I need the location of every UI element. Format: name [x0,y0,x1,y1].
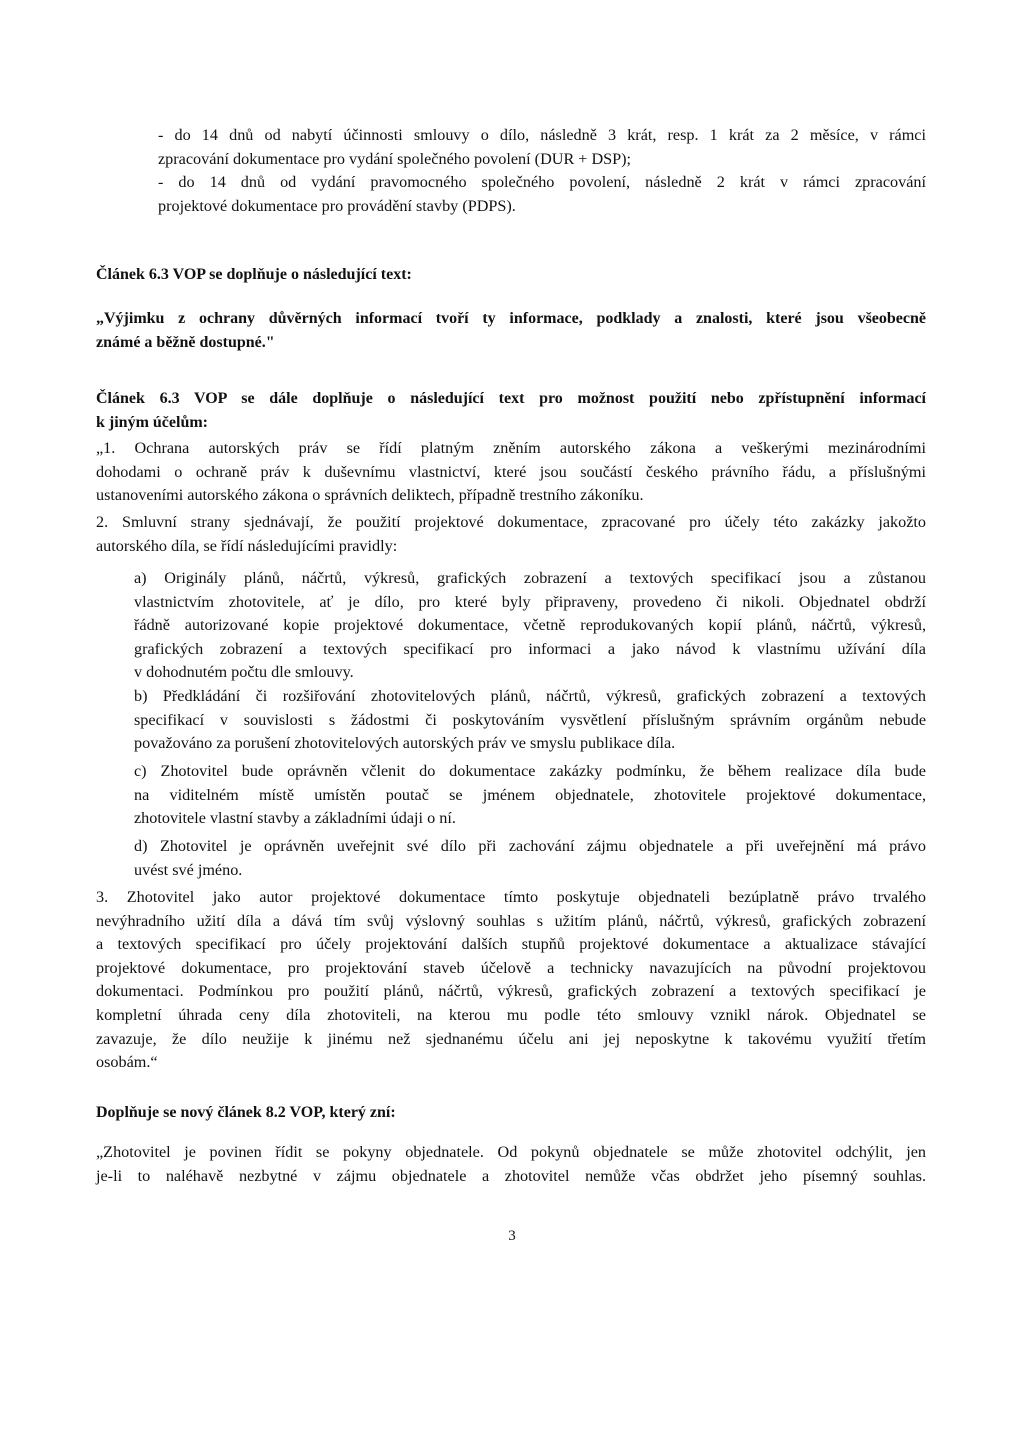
paragraph-2 [96,511,926,558]
item-d-line-1: d) Zhotovitel je oprávněn uveřejnit své dílo při zachování zájmu objednatele a při uveřejnění má právo [134,837,926,855]
section1-quote-line-1: „Výjimku z ochrany důvěrných informací tvoří ty informace, podklady a znalosti, které jsou všeobecně [96,310,926,327]
item-c-line-3: zhotovitele vlastní stavby a základními údaji o ní. [134,809,456,828]
section1-heading: Článek 6.3 VOP se doplňuje o následující text: [96,266,412,283]
section3-line-2: je-li to naléhavě nezbytné v zájmu objednatele a zhotovitel nemůže včas obdržet jeho písemný souhlas. [96,1166,926,1185]
item-d-line-2: uvést své jméno. [134,860,243,879]
item-a-line-1: a) Originály plánů, náčrtů, výkresů, grafických zobrazení a textových specifikací jsou a zůstanou [134,569,926,587]
intro-block [158,124,926,218]
paragraph-1 [96,437,926,508]
intro-line-2: zpracování dokumentace pro vydání společného povolení (DUR + DSP); [158,149,632,168]
section3-text [96,1141,926,1188]
item-a-line-4: grafických zobrazení a textových specifikací pro informaci a jako návod k vlastnímu užívání díla [134,639,926,658]
intro-line-3: - do 14 dnů od vydání pravomocného společného povolení, následně 2 krát v rámci zpracování [158,173,926,192]
paragraph-3-line-3: a textových specifikací pro účely projektování dalších stupňů projektové dokumentace a aktualizace stávající [96,935,926,954]
page-number: 3 [508,1228,516,1244]
paragraph-3-line-2: nevýhradního užití díla a dává tím svůj výslovný souhlas s užitím plánů, náčrtů, výkresů, grafických zobrazení [96,911,926,930]
section1-quote-line-2: známé a běžně dostupné." [96,333,275,351]
paragraph-1-line-2: dohodami o ochraně práv k duševnímu vlastnictví, které jsou součástí českého právního řádu, a příslušnými [96,462,926,481]
item-b-line-2: specifikací v souvislosti s žádostmi či poskytováním vysvětlení příslušným správním orgánům nebude [134,710,926,729]
section2-heading [96,387,926,434]
item-c-line-2: na viditelném místě umístěn poutač se jménem objednatele, zhotovitele projektové dokumentace, [134,785,926,804]
item-a-line-3: řádně autorizované kopie projektové dokumentace, včetně reprodukovaných kopií plánů, náčrtů, výkresů, [134,616,926,635]
paragraph-2-line-2: autorského díla, se řídí následujícími pravidly: [96,536,398,555]
paragraph-3-line-7: zavazuje, že dílo neužije k jinému než sjednanému účelu ani jej neposkytne k takovému využití třetím [96,1029,926,1048]
paragraph-3 [96,886,926,1075]
paragraph-3-line-5: dokumentaci. Podmínkou pro použití plánů, náčrtů, výkresů, grafických zobrazení a textových specifikací je [96,982,926,1001]
item-d [134,835,926,882]
item-c-line-1: c) Zhotovitel bude oprávněn včlenit do dokumentace zakázky podmínku, že během realizace díla bude [134,762,926,780]
item-b-line-3: považováno za porušení zhotovitelových autorských práv ve smyslu publikace díla. [134,734,676,753]
section3-heading: Doplňuje se nový článek 8.2 VOP, který zní: [96,1104,396,1121]
section2-heading-line-1: Článek 6.3 VOP se dále doplňuje o následující text pro možnost použití nebo zpřístupnění informací [96,390,926,407]
paragraph-1-line-3: ustanoveními autorského zákona o správních deliktech, případně trestního zákoníku. [96,486,644,505]
section1-quote [96,307,926,354]
item-c [134,760,926,831]
paragraph-3-line-6: kompletní úhrada ceny díla zhotoviteli, na kterou mu podle této smlouvy vznikl nárok. Objednatel se [96,1005,926,1024]
item-a-line-2: vlastnictvím zhotovitele, ať je dílo, pro které byly připraveny, provedeno či nikoli. Objednatel obdrží [134,592,926,611]
paragraph-3-line-8: osobám.“ [96,1053,158,1072]
paragraph-2-line-1: 2. Smluvní strany sjednávají, že použití projektové dokumentace, zpracované pro účely této zakázky jakožto [96,513,926,531]
item-a-line-5: v dohodnutém počtu dle smlouvy. [134,663,354,682]
section3-line-1: „Zhotovitel je povinen řídit se pokyny objednatele. Od pokynů objednatele se může zhotovitel odchýlit, jen [96,1143,926,1161]
paragraph-1-line-1: „1. Ochrana autorských práv se řídí platným zněním autorského zákona a veškerými mezinárodními [96,439,926,457]
section2-heading-line-2: k jiným účelům: [96,413,208,431]
item-b-line-1: b) Předkládání či rozšiřování zhotovitelových plánů, náčrtů, výkresů, grafických zobrazení a textových [134,687,926,705]
intro-line-4: projektové dokumentace pro provádění stavby (PDPS). [158,196,516,215]
item-b [134,685,926,756]
paragraph-3-line-4: projektové dokumentace, pro projektování staveb účelově a technicky navazujících na původní projektovou [96,958,926,977]
paragraph-3-line-1: 3. Zhotovitel jako autor projektové dokumentace tímto poskytuje objednateli bezúplatně právo trvalého [96,888,926,906]
intro-line-1: - do 14 dnů od nabytí účinnosti smlouvy o dílo, následně 3 krát, resp. 1 krát za 2 měsíce, v rámci [158,126,926,144]
item-a [134,567,926,685]
